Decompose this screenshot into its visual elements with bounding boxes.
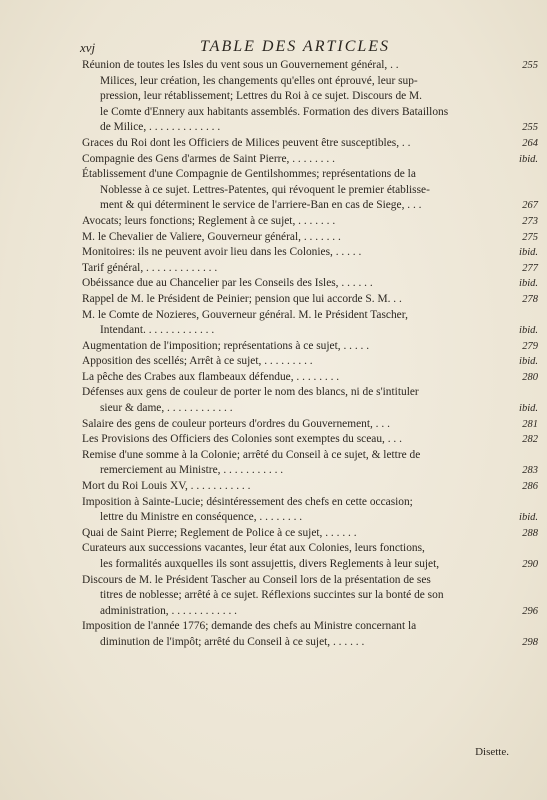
entry-text: Apposition des scellés; Arrêt à ce sujet, . . . . . . . . . [82, 355, 313, 368]
page-number: 290 [522, 559, 538, 570]
article-entry [82, 276, 538, 292]
entry-text: administration, . . . . . . . . . . . . [100, 604, 237, 617]
entry-line [82, 573, 510, 589]
entry-line [82, 58, 538, 74]
page-number: ibid. [519, 356, 538, 368]
article-entry [82, 214, 538, 230]
entry-text: Réunion de toutes les Isles du vent sous un Gouvernement général, . . [82, 59, 399, 71]
entry-line [82, 323, 538, 339]
article-entry [82, 541, 538, 572]
entry-text: Discours de M. le Président Tascher au Conseil lors de la présentation de ses [82, 573, 431, 586]
entry-line [82, 230, 538, 246]
entry-line [82, 276, 538, 292]
page-number: ibid. [519, 403, 538, 415]
entry-line [82, 245, 538, 261]
entry-line [82, 152, 538, 168]
entry-line [82, 401, 538, 417]
entry-line [82, 308, 510, 324]
entry-text: remerciement au Ministre, . . . . . . . . . . . [100, 464, 284, 477]
page-number: ibid. [519, 512, 538, 524]
entry-text: Les Provisions des Officiers des Colonies sont exemptes du sceau, . . . [82, 433, 402, 446]
entry-text: Mort du Roi Louis XV, . . . . . . . . . . . [82, 480, 251, 493]
entry-line [82, 635, 538, 651]
entry-line [82, 526, 538, 542]
entry-line [82, 339, 538, 355]
entry-text: pression, leur rétablissement; Lettres du Roi à ce sujet. Discours de M. [100, 90, 423, 103]
page-number: 280 [522, 371, 538, 383]
entry-text: lettre du Ministre en conséquence, . . . . . . . . [100, 511, 303, 524]
entry-text: Imposition de l'année 1776; demande des chefs au Ministre concernant la [82, 620, 417, 633]
entry-line [82, 495, 510, 511]
article-entry [82, 152, 538, 168]
entry-line [82, 432, 538, 448]
article-entry [82, 573, 538, 620]
page-number: ibid. [519, 247, 538, 259]
article-entry [82, 261, 538, 277]
entry-line [82, 417, 538, 433]
entry-line [82, 619, 510, 635]
entry-text: Intendant. . . . . . . . . . . . . [100, 324, 215, 337]
entry-line [82, 479, 538, 495]
page-number: ibid. [519, 278, 538, 290]
article-entry [82, 417, 538, 433]
entry-text: Défenses aux gens de couleur de porter le nom des blancs, ni de s'intituler [82, 386, 419, 399]
entry-line [82, 89, 510, 105]
entry-line [82, 105, 510, 121]
page-number: 296 [522, 605, 538, 617]
entry-text: Augmentation de l'imposition; représentations à ce sujet, . . . . . [82, 339, 370, 352]
folio-number: xvj [80, 40, 96, 55]
entry-text: Avocats; leurs fonctions; Reglement à ce sujet, . . . . . . . [82, 214, 336, 227]
entry-line [82, 588, 510, 604]
page-number: 255 [522, 122, 538, 134]
page-number: 281 [522, 418, 538, 430]
article-entry [82, 370, 538, 386]
page-number: 273 [522, 215, 538, 227]
entry-text: M. le Comte de Nozieres, Gouverneur général. M. le Président Tascher, [82, 308, 408, 321]
entry-text: Quai de Saint Pierre; Reglement de Police à ce sujet, . . . . . . [82, 526, 357, 539]
entry-text: Imposition à Sainte-Lucie; désintéressement des chefs en cette occasion; [82, 495, 413, 508]
page-number: 278 [522, 293, 538, 305]
entry-line [82, 120, 538, 136]
entry-line [82, 557, 538, 573]
article-entry [82, 495, 538, 526]
entry-text: de Milice, . . . . . . . . . . . . . [100, 121, 221, 134]
article-entry [82, 385, 538, 416]
article-entry [82, 308, 538, 339]
entry-text: les formalités auxquelles ils sont assujettis, divers Reglements à leur sujet, [100, 558, 440, 570]
entry-line [82, 604, 538, 620]
page-number: ibid. [519, 325, 538, 337]
article-entry [82, 526, 538, 542]
page-number: 286 [522, 481, 538, 493]
article-entry [82, 167, 538, 214]
article-entry [82, 354, 538, 370]
page-number: 255 [522, 60, 538, 71]
entry-line [82, 198, 538, 214]
entry-text: Remise d'une somme à la Colonie; arrêté du Conseil à ce sujet, & lettre de [82, 448, 421, 461]
entry-line [82, 183, 510, 199]
entry-line [82, 136, 538, 152]
page-number: 283 [522, 465, 538, 477]
entry-line [82, 214, 538, 230]
entry-text: Curateurs aux successions vacantes, leur état aux Colonies, leurs fonctions, [82, 542, 425, 555]
entry-text: Compagnie des Gens d'armes de Saint Pierre, . . . . . . . . [82, 152, 335, 165]
page-number: 288 [522, 527, 538, 539]
article-entry [82, 58, 538, 136]
entry-line [82, 370, 538, 386]
page-header [80, 38, 510, 60]
entry-line [82, 541, 510, 557]
entry-text: M. le Chevalier de Valiere, Gouverneur général, . . . . . . . [82, 230, 341, 243]
entry-text: Tarif général, . . . . . . . . . . . . . [82, 261, 218, 274]
entry-text: diminution de l'impôt; arrêté du Conseil à ce sujet, . . . . . . [100, 635, 365, 648]
entry-text: Milices, leur création, les changements qu'elles ont éprouvé, leur sup- [100, 74, 418, 87]
page-number: 275 [522, 231, 538, 243]
entry-text: le Comte d'Ennery aux habitants assemblés. Formation des divers Bataillons [100, 105, 449, 118]
entry-text: Établissement d'une Compagnie de Gentilshommes; représentations de la [82, 168, 416, 181]
entry-line [82, 292, 538, 308]
entry-text: Salaire des gens de couleur porteurs d'ordres du Gouvernement, . . . [82, 417, 390, 430]
entry-text: ment & qui déterminent le service de l'arriere-Ban en cas de Siege, . . . [100, 199, 422, 212]
entry-text: Graces du Roi dont les Officiers de Milices peuvent être susceptibles, . . [82, 136, 411, 149]
page-title: TABLE DES ARTICLES [199, 38, 391, 55]
page-number: 267 [522, 200, 538, 212]
entry-text: titres de noblesse; arrêté à ce sujet. Réflexions succintes sur la bonté de son [100, 589, 444, 602]
article-entry [82, 619, 538, 650]
entry-line [82, 167, 510, 183]
entry-line [82, 74, 510, 90]
page-number: 277 [522, 262, 538, 274]
table-of-articles [82, 58, 538, 651]
article-entry [82, 136, 538, 152]
article-entry [82, 448, 538, 479]
article-entry [82, 339, 538, 355]
entry-text: Noblesse à ce sujet. Lettres-Patentes, qui révoquent le premier établisse- [100, 183, 430, 196]
article-entry [82, 292, 538, 308]
article-entry [82, 230, 538, 246]
entry-line [82, 463, 538, 479]
entry-line [82, 448, 510, 464]
entry-line [82, 261, 538, 277]
entry-line [82, 510, 538, 526]
catchword: Disette. [475, 746, 509, 758]
entry-text: Obéissance due au Chancelier par les Conseils des Isles, . . . . . . [82, 277, 373, 290]
entry-text: La pêche des Crabes aux flambeaux défendue, . . . . . . . . [82, 370, 340, 383]
page-number: 264 [522, 137, 538, 149]
entry-text: Monitoires: ils ne peuvent avoir lieu dans les Colonies, . . . . . [82, 246, 362, 259]
article-entry [82, 245, 538, 261]
entry-line [82, 354, 538, 370]
page-number: ibid. [519, 153, 538, 165]
page-number: 298 [522, 636, 538, 648]
entry-text: Rappel de M. le Président de Peinier; pension que lui accorde S. M. . . [82, 292, 402, 305]
page-number: 282 [522, 434, 538, 446]
article-entry [82, 432, 538, 448]
entry-text: sieur & dame, . . . . . . . . . . . . [100, 402, 233, 415]
page-number: 279 [522, 340, 538, 352]
entry-line [82, 385, 510, 401]
article-entry [82, 479, 538, 495]
